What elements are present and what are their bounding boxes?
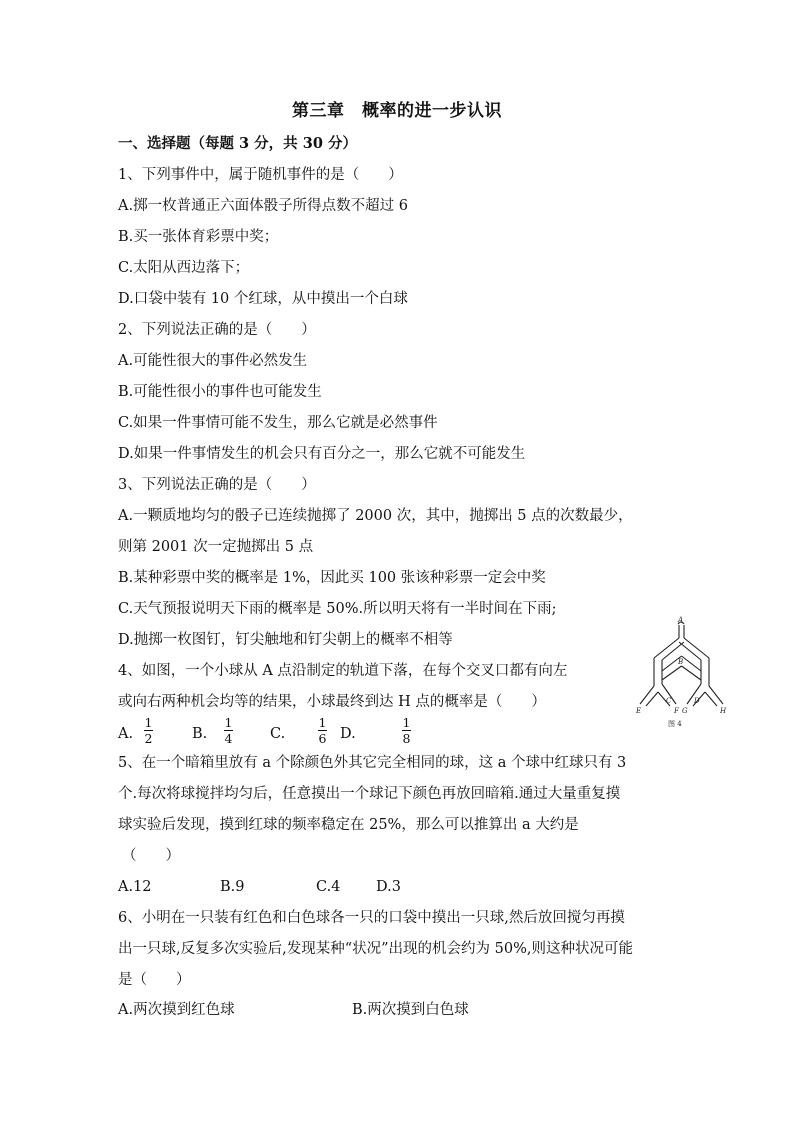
q5-stem-line1: 5、在一个暗箱里放有 a 个除颜色外其它完全相同的球，这 a 个球中红球只有 3 bbox=[118, 755, 627, 771]
q2-stem: 2、下列说法正确的是（ ） bbox=[118, 322, 316, 338]
q6-option-b: B.两次摸到白色球 bbox=[352, 1002, 469, 1018]
figure-caption: 图 4 bbox=[668, 720, 682, 728]
q5-stem-line2: 个.每次将球搅拌均匀后，任意摸出一个球记下颜色再放回暗箱.通过大量重复摸 bbox=[118, 786, 621, 802]
q6-stem-line2: 出一只球,反复多次实验后,发现某种“状况”出现的机会约为 50%,则这种状况可能 bbox=[118, 941, 633, 957]
q1-option-a: A.掷一枚普通正六面体骰子所得点数不超过 6 bbox=[118, 198, 408, 214]
q3-stem: 3、下列说法正确的是（ ） bbox=[118, 477, 316, 493]
frac-b-den: 4 bbox=[224, 731, 233, 746]
frac-d-den: 8 bbox=[402, 731, 411, 746]
label-a: A bbox=[678, 616, 684, 624]
q6-options bbox=[118, 1000, 518, 1020]
label-h: H bbox=[720, 707, 727, 715]
label-b: B bbox=[678, 658, 684, 666]
frac-c-num: 1 bbox=[318, 715, 327, 730]
q4-option-d-label: D. bbox=[340, 726, 356, 742]
frac-d-num: 1 bbox=[402, 715, 411, 730]
q4-option-c-label: C. bbox=[270, 726, 286, 742]
q2-option-b: B.可能性很小的事件也可能发生 bbox=[118, 384, 322, 400]
frac-a-num: 1 bbox=[144, 715, 153, 730]
section-heading: 一、选择题（每题 3 分，共 30 分） bbox=[118, 135, 357, 152]
q4-stem-line2: 或向右两种机会均等的结果，小球最终到达 H 点的概率是（ ） bbox=[118, 694, 546, 710]
track-diagram bbox=[632, 616, 732, 734]
q4-option-a-fraction bbox=[144, 716, 153, 745]
q4-option-b-fraction bbox=[224, 716, 233, 745]
label-d: D bbox=[694, 697, 700, 705]
q4-option-b-label: B. bbox=[192, 726, 208, 742]
q5-option-b: B.9 bbox=[220, 879, 245, 895]
frac-b-num: 1 bbox=[224, 715, 233, 730]
label-f: F bbox=[674, 707, 679, 715]
q4-stem-line1: 4、如图，一个小球从 A 点沿制定的轨道下落，在每个交叉口都有向左 bbox=[118, 663, 568, 679]
q1-option-b: B.买一张体育彩票中奖； bbox=[118, 229, 279, 245]
q5-option-a: A.12 bbox=[118, 879, 152, 895]
q5-options bbox=[118, 877, 418, 897]
q3-option-b: B.某种彩票中奖的概率是 1%，因此买 100 张该种彩票一定会中奖 bbox=[118, 570, 546, 586]
q6-option-a: A.两次摸到红色球 bbox=[118, 1002, 235, 1018]
q6-stem-line3: 是（ ） bbox=[118, 972, 191, 988]
q5-option-c: C.4 bbox=[316, 879, 341, 895]
frac-a-den: 2 bbox=[144, 731, 153, 746]
q2-option-a: A.可能性很大的事件必然发生 bbox=[118, 353, 308, 369]
q4-option-a-label: A. bbox=[118, 726, 134, 742]
chapter-title: 第三章 概率的进一步认识 bbox=[292, 101, 502, 121]
q3-option-c: C.天气预报说明天下雨的概率是 50%.所以明天将有一半时间在下雨; bbox=[118, 601, 557, 617]
q5-option-d: D.3 bbox=[376, 879, 401, 895]
q3-option-a-line2: 则第 2001 次一定抛掷出 5 点 bbox=[118, 539, 314, 555]
q1-option-c: C.太阳从西边落下； bbox=[118, 260, 250, 276]
q1-stem: 1、下列事件中，属于随机事件的是（ ） bbox=[118, 167, 403, 183]
q2-option-c: C.如果一件事情可能不发生，那么它就是必然事件 bbox=[118, 415, 438, 431]
q2-option-d: D.如果一件事情发生的机会只有百分之一，那么它就不可能发生 bbox=[118, 446, 526, 462]
label-g: G bbox=[682, 707, 688, 715]
frac-c-den: 6 bbox=[318, 731, 327, 746]
label-c: C bbox=[666, 697, 672, 705]
q4-options bbox=[118, 716, 438, 756]
q6-stem-line1: 6、小明在一只装有红色和白色球各一只的口袋中摸出一只球,然后放回搅匀再摸 bbox=[118, 910, 625, 926]
label-e: E bbox=[636, 707, 642, 715]
q3-option-d: D.抛掷一枚图钉，钉尖触地和钉尖朝上的概率不相等 bbox=[118, 632, 453, 648]
q5-stem-line4: （ ） bbox=[122, 848, 180, 864]
q4-option-d-fraction bbox=[402, 716, 411, 745]
q4-option-c-fraction bbox=[318, 716, 327, 745]
q1-option-d: D.口袋中装有 10 个红球，从中摸出一个白球 bbox=[118, 291, 408, 307]
q3-option-a-line1: A.一颗质地均匀的骰子已连续抛掷了 2000 次，其中，抛掷出 5 点的次数最少， bbox=[118, 508, 633, 524]
q5-stem-line3: 球实验后发现，摸到红球的频率稳定在 25%，那么可以推算出 a 大约是 bbox=[118, 817, 579, 833]
